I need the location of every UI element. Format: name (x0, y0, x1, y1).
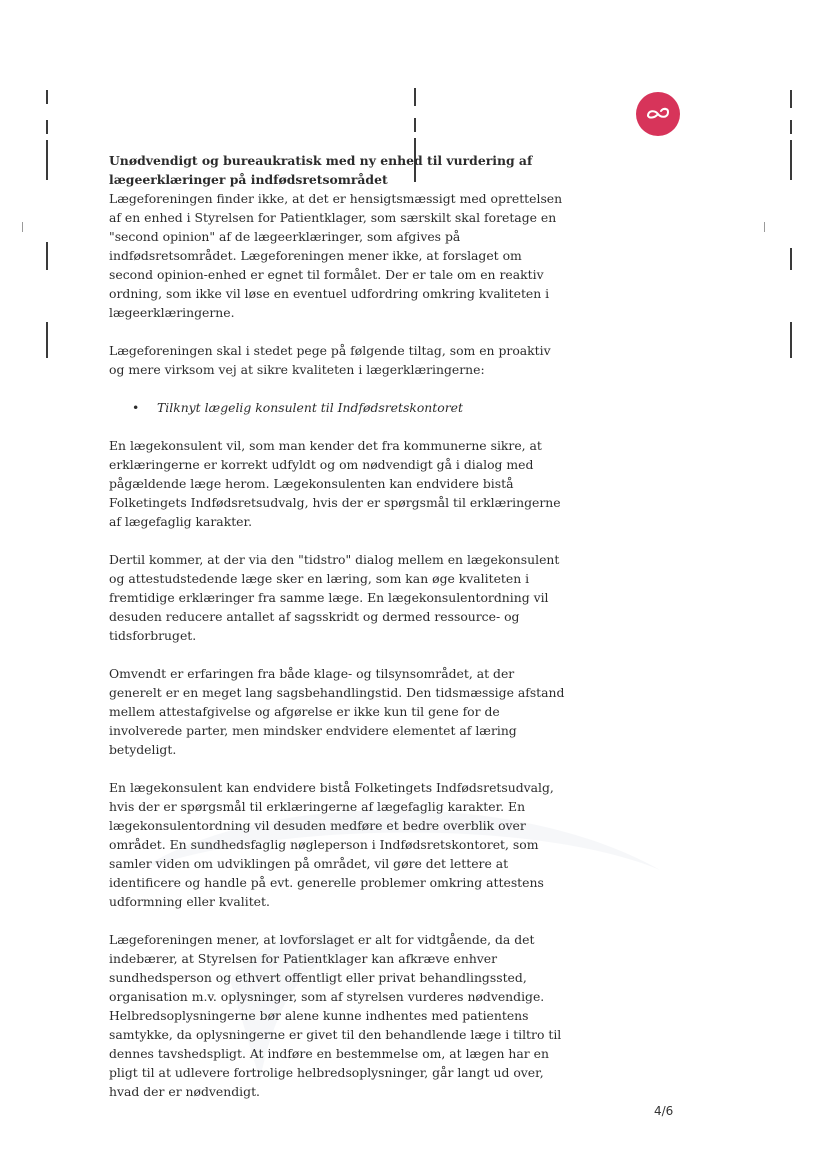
scan-mark (414, 118, 416, 132)
scan-mark (46, 120, 48, 134)
page-number: 4/6 (654, 1104, 674, 1118)
scan-mark (414, 88, 416, 106)
paragraph: Lægeforeningen finder ikke, at det er hensigtsmæssigt med oprettelsen af en enhed i Styrelsen for Patientklager, som særskilt skal foretage en "second opinion" af de lægeerklæringer, som afgives på indfødsretsområdet. Lægeforeningen mener ikke, at forslaget om second opinion-enhed er egnet til formålet. Der er tale om en reaktiv ordning, som ikke vil løse en eventuel udfordring omkring kvaliteten i lægeerklæringerne. (109, 191, 563, 320)
paragraph: Omvendt er erfaringen fra både klage- og tilsynsområdet, at der generelt er en meget lang sagsbehandlingstid. Den tidsmæssige afstand mellem attestafgivelse og afgørelse er ikke kun til gene for de involverede parter, men mindsker endvidere elementet af læring betydeligt. (109, 666, 565, 757)
scan-mark (790, 120, 792, 134)
section-heading: Unødvendigt og bureaukratisk med ny enhed til vurdering af lægeerklæringer på indfødsretsområdet (109, 153, 533, 187)
scan-mark (22, 222, 23, 232)
paragraph: En lægekonsulent vil, som man kender det fra kommunerne sikre, at erklæringerne er korrekt udfyldt og om nødvendigt gå i dialog med pågældende læge herom. Lægekonsulenten kan endvidere bistå Folketingets Indfødsretsudvalg, hvis der er spørgsmål til erklæringerne af lægefaglig karakter. (109, 438, 561, 529)
document-body (109, 151, 569, 1120)
infinity-snake-icon (644, 104, 672, 124)
scan-mark (790, 90, 792, 108)
paragraph: Lægeforeningen mener, at lovforslaget er alt for vidtgående, da det indebærer, at Styrelsen for Patientklager kan afkræve enhver sundhedsperson og ethvert offentligt eller privat behandlingssted, organisation m.v. oplysninger, som af styrelsen vurderes nødvendige. Helbredsoplysningerne bør alene kunne indhentes med patientens samtykke, da oplysningerne er givet til den behandlende læge i tiltro til dennes tavshedspligt. At indføre en bestemmelse om, at lægen har en pligt til at udlevere fortrolige helbredsoplysninger, går langt ud over, hvad der er nødvendigt. (109, 932, 562, 1099)
paragraph: Dertil kommer, at der via den "tidstro" dialog mellem en lægekonsulent og attestudstedende læge sker en læring, som kan øge kvaliteten i fremtidige erklæringer fra samme læge. En lægekonsulentordning vil desuden reducere antallet af sagsskridt og dermed ressource- og tidsforbruget. (109, 552, 560, 643)
bullet-marker: • (132, 400, 140, 415)
bullet-text: Tilknyt lægelig konsulent til Indfødsretskontoret (157, 400, 463, 415)
scan-mark (46, 140, 48, 180)
scan-mark (46, 322, 48, 358)
bullet-item (109, 398, 569, 417)
organization-logo (636, 92, 680, 136)
scan-mark (764, 222, 765, 232)
paragraph: En lægekonsulent kan endvidere bistå Folketingets Indfødsretsudvalg, hvis der er spørgsmål til erklæringerne af lægefaglig karakter. En lægekonsulentordning vil desuden medføre et bedre overblik over området. En sundhedsfaglig nøgleperson i Indfødsretskontoret, som samler viden om udviklingen på området, vil gøre det lettere at identificere og handle på evt. generelle problemer omkring attestens udformning eller kvalitet. (109, 780, 554, 909)
scan-mark (46, 90, 48, 104)
paragraph: Lægeforeningen skal i stedet pege på følgende tiltag, som en proaktiv og mere virksom vej at sikre kvaliteten i lægerklæringerne: (109, 343, 551, 377)
scan-mark (790, 248, 792, 270)
scan-mark (790, 322, 792, 358)
scan-mark (790, 140, 792, 180)
scan-mark (46, 242, 48, 270)
